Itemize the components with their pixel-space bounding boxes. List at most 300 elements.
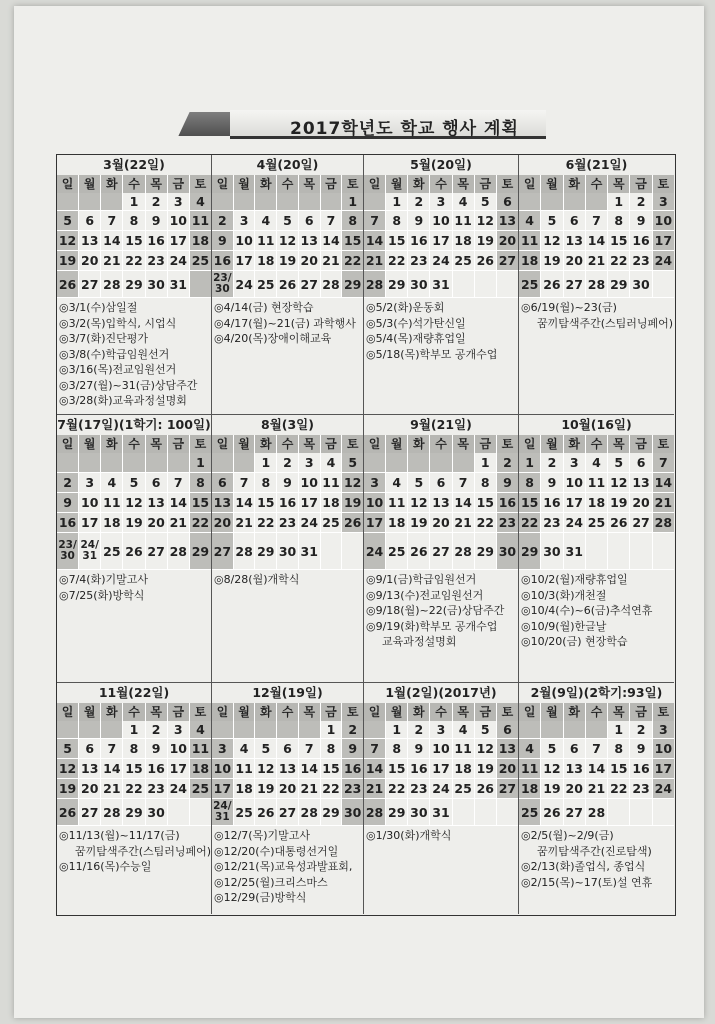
day-cell: 8 (608, 739, 630, 758)
event-item: ◎7/4(화)기말고사 (59, 573, 149, 586)
day-cell: 4 (321, 453, 343, 472)
day-cell: 15 (191, 495, 210, 510)
week-rows (212, 721, 363, 826)
day-cell: 22 (386, 251, 408, 270)
month-header: 11월(22일) (98, 685, 170, 700)
day-cell: 13 (146, 493, 168, 512)
event-item: 꿈끼탐색주간(스팀러닝페어) (537, 316, 674, 330)
day-cell: 9 (630, 739, 652, 758)
day-cell: 13 (498, 741, 517, 756)
weekday-label: 토 (653, 175, 674, 193)
day-cell: 14 (168, 493, 190, 512)
event-list (519, 570, 674, 650)
day-cell: 4 (190, 193, 211, 210)
day-cell: 23 (630, 251, 652, 270)
day-cell: 3 (299, 453, 321, 472)
event-item: ◎10/9(월)한글날 (521, 619, 607, 633)
weekday-label: 목 (299, 703, 321, 721)
day-cell: 26 (57, 271, 79, 297)
month-header: 3월(22일) (103, 157, 165, 172)
day-cell: 28 (364, 271, 386, 297)
empty-day-cell (146, 453, 168, 472)
day-cell: 11 (519, 231, 541, 250)
weekday-label: 월 (79, 435, 101, 453)
day-cell: 16 (541, 493, 563, 512)
day-cell: 9 (57, 493, 79, 512)
document-page (14, 6, 704, 1018)
empty-day-cell (101, 193, 123, 210)
day-cell: 17 (234, 251, 256, 270)
day-cell: 26 (608, 513, 630, 532)
day-cell: 15 (321, 759, 343, 778)
day-cell: 28 (234, 533, 256, 569)
empty-day-cell (168, 799, 190, 825)
day-cell: 2 (630, 193, 652, 210)
day-cell: 7 (586, 211, 608, 230)
event-item: ◎1/30(화)개학식 (366, 829, 452, 842)
day-cell: 5 (255, 739, 277, 758)
weekday-label: 목 (146, 435, 168, 453)
event-item: ◎8/28(월)개학식 (214, 573, 300, 586)
event-item: ◎12/21(목)교육성과발표회, (214, 860, 353, 873)
day-cell: 31 (430, 799, 452, 825)
event-item: ◎10/20(금) 현장학습 (521, 635, 628, 648)
day-cell: 5 (277, 211, 299, 230)
weekday-label: 토 (342, 703, 363, 721)
weekday-header-row (364, 435, 518, 453)
weekday-label: 목 (299, 175, 321, 193)
day-cell: 20 (299, 251, 321, 270)
day-cell: 9 (408, 211, 430, 230)
day-cell: 18 (101, 513, 123, 532)
weekday-header-row (364, 175, 518, 193)
day-cell: 28 (101, 271, 123, 297)
day-cell: 1 (608, 721, 630, 738)
week-rows (57, 721, 211, 826)
event-item: ◎12/20(수)대통령선거일 (214, 844, 339, 858)
day-cell: 26 (408, 533, 430, 569)
day-cell: 7 (364, 211, 386, 230)
day-cell: 27 (630, 513, 652, 532)
day-cell: 16 (408, 759, 430, 778)
weekday-label: 화 (564, 703, 586, 721)
day-cell: 24 (299, 513, 321, 532)
day-cell: 16 (630, 759, 652, 778)
weekday-label: 화 (408, 435, 430, 453)
day-cell: 4 (386, 473, 408, 492)
event-item: ◎3/2(목)입학식, 시업식 (59, 316, 177, 330)
day-cell: 14 (234, 493, 256, 512)
day-cell: 10 (430, 739, 452, 758)
empty-day-cell (190, 271, 211, 297)
empty-day-cell (101, 721, 123, 738)
day-cell: 10 (564, 473, 586, 492)
empty-day-cell (519, 721, 541, 738)
day-cell: 27 (299, 271, 321, 297)
week-row (519, 759, 674, 779)
week-row (364, 799, 518, 826)
day-cell: 23 (146, 251, 168, 270)
event-item: 꿈끼탐색주간(진로탐색) (537, 844, 652, 858)
day-cell: 16 (630, 231, 652, 250)
week-row (212, 251, 363, 271)
event-item: ◎7/25(화)방학식 (59, 588, 145, 602)
day-cell: 29 (123, 799, 145, 825)
day-cell: 22 (191, 515, 210, 530)
day-cell: 13 (430, 493, 452, 512)
day-cell: 24 (430, 251, 452, 270)
day-cell: 29 (123, 271, 145, 297)
day-cell: 10 (299, 473, 321, 492)
month-header: 5월(20일) (410, 157, 472, 172)
day-cell: 24 (654, 781, 673, 796)
day-cell: 30 (277, 533, 299, 569)
day-cell: 20 (277, 779, 299, 798)
day-cell: 28 (654, 515, 673, 530)
empty-day-cell (57, 453, 79, 472)
event-item: ◎2/5(월)~2/9(금) (521, 829, 614, 842)
day-cell: 22 (321, 779, 343, 798)
event-list (57, 570, 211, 603)
weekday-label: 일 (57, 175, 79, 193)
day-cell: 30 (146, 799, 168, 825)
empty-day-cell (57, 193, 79, 210)
day-cell: 30 (408, 271, 430, 297)
day-cell: 7 (299, 739, 321, 758)
event-item: ◎10/4(수)~6(금)추석연휴 (521, 604, 653, 617)
month-block (519, 155, 674, 415)
day-cell: 7 (101, 211, 123, 230)
weekday-label: 금 (321, 175, 343, 193)
week-row (519, 193, 674, 211)
day-cell: 6 (79, 211, 101, 230)
event-item: ◎3/27(월)~31(금)상담주간 (59, 378, 198, 392)
day-cell: 23 (408, 251, 430, 270)
day-cell: 19 (408, 513, 430, 532)
day-cell: 3 (653, 721, 674, 738)
day-cell: 1 (255, 453, 277, 472)
day-cell: 10 (79, 493, 101, 512)
weekday-header-row (57, 435, 211, 453)
month-header: 12월(19일) (252, 685, 323, 700)
week-row (212, 193, 363, 211)
day-cell: 25 (191, 781, 210, 796)
day-cell: 15 (386, 759, 408, 778)
week-row (364, 739, 518, 759)
event-list (519, 826, 674, 890)
day-cell: 10 (654, 741, 673, 756)
weekday-label: 금 (168, 175, 190, 193)
day-cell: 17 (654, 233, 673, 248)
day-cell: 26 (255, 799, 277, 825)
event-list (212, 570, 363, 588)
weekday-header-row (364, 703, 518, 721)
day-cell: 21 (453, 513, 475, 532)
weekday-label: 토 (342, 175, 363, 193)
day-cell: 2 (212, 211, 234, 230)
event-item: ◎9/18(월)~22(금)상담주간 (366, 604, 505, 617)
day-cell: 21 (101, 251, 123, 270)
day-cell: 12 (123, 493, 145, 512)
week-row (519, 453, 674, 473)
week-row (57, 799, 211, 826)
week-row (519, 493, 674, 513)
day-cell: 4 (101, 473, 123, 492)
weekday-header-row (519, 175, 674, 193)
day-cell: 8 (190, 473, 211, 492)
empty-day-cell (342, 533, 363, 569)
month-block (212, 155, 364, 415)
day-cell: 27 (79, 271, 101, 297)
day-cell: 22 (608, 251, 630, 270)
month-block (364, 415, 519, 683)
event-item: ◎11/13(월)~11/17(금) (59, 829, 180, 842)
empty-day-cell (630, 533, 652, 569)
week-row (519, 739, 674, 759)
day-cell: 15 (343, 233, 362, 248)
day-cell: 17 (299, 493, 321, 512)
week-row (57, 453, 211, 473)
day-cell: 8 (255, 473, 277, 492)
day-cell: 21 (168, 513, 190, 532)
weekday-label: 토 (497, 435, 518, 453)
day-cell: 25 (519, 271, 541, 297)
weekday-label: 화 (408, 703, 430, 721)
week-row (212, 513, 363, 533)
empty-day-cell (277, 721, 299, 738)
week-row (519, 533, 674, 570)
day-cell: 24/ 31 (212, 799, 234, 825)
day-cell: 23/ 30 (57, 533, 79, 569)
empty-day-cell (123, 453, 145, 472)
day-cell: 8 (123, 739, 145, 758)
empty-day-cell (212, 193, 234, 210)
day-cell: 24 (168, 251, 190, 270)
day-cell: 20 (564, 779, 586, 798)
day-cell: 17 (364, 513, 386, 532)
empty-day-cell (653, 799, 674, 825)
day-cell: 28 (586, 799, 608, 825)
day-cell: 25 (453, 779, 475, 798)
day-cell: 28 (168, 533, 190, 569)
day-cell: 20 (498, 233, 517, 248)
day-cell: 6 (430, 473, 452, 492)
week-row (364, 759, 518, 779)
day-cell: 30 (630, 271, 652, 297)
weekday-label: 수 (277, 175, 299, 193)
day-cell: 9 (630, 211, 652, 230)
week-row (364, 779, 518, 799)
empty-day-cell (321, 193, 343, 210)
day-cell: 5 (123, 473, 145, 492)
day-cell: 19 (541, 251, 563, 270)
event-item: ◎4/14(금) 현장학습 (214, 301, 314, 314)
day-cell: 22 (519, 513, 541, 532)
weekday-label: 금 (630, 435, 652, 453)
week-row (519, 473, 674, 493)
event-item: 꿈끼탐색주간(스팀러닝페어) (75, 844, 212, 858)
empty-day-cell (277, 193, 299, 210)
weekday-label: 수 (277, 703, 299, 721)
month-block (364, 155, 519, 415)
event-item: ◎3/8(수)학급임원선거 (59, 347, 170, 361)
week-row (212, 779, 363, 799)
weekday-label: 월 (386, 435, 408, 453)
weekday-label: 수 (586, 435, 608, 453)
day-cell: 13 (79, 759, 101, 778)
empty-day-cell (364, 193, 386, 210)
month-block (212, 415, 364, 683)
day-cell: 20 (79, 251, 101, 270)
weekday-label: 화 (564, 435, 586, 453)
week-row (212, 721, 363, 739)
day-cell: 4 (586, 453, 608, 472)
empty-day-cell (255, 721, 277, 738)
day-cell: 3 (430, 193, 452, 210)
weekday-header-row (212, 435, 363, 453)
week-row (519, 271, 674, 298)
day-cell: 29 (342, 271, 363, 297)
week-row (57, 739, 211, 759)
day-cell: 1 (475, 453, 497, 472)
day-cell: 19 (57, 251, 79, 270)
week-rows (364, 193, 518, 298)
day-cell: 3 (653, 193, 674, 210)
day-cell: 18 (321, 493, 343, 512)
day-cell: 1 (519, 453, 541, 472)
day-cell: 27 (498, 781, 517, 796)
event-list (57, 826, 211, 875)
month-block (57, 683, 212, 914)
day-cell: 12 (541, 759, 563, 778)
day-cell: 16 (57, 513, 79, 532)
event-item: ◎2/13(화)졸업식, 종업식 (521, 860, 646, 873)
month-header: 4월(20일) (256, 157, 319, 172)
day-cell: 24/ 31 (79, 533, 101, 569)
day-cell: 7 (364, 739, 386, 758)
day-cell: 8 (386, 211, 408, 230)
weekday-label: 일 (519, 175, 541, 193)
weekday-header-row (519, 435, 674, 453)
day-cell: 11 (191, 213, 210, 228)
day-cell: 23 (498, 515, 517, 530)
day-cell: 2 (342, 721, 363, 738)
weekday-label: 수 (123, 175, 145, 193)
day-cell: 5 (608, 453, 630, 472)
weekday-label: 토 (497, 175, 518, 193)
weekday-label: 일 (212, 703, 234, 721)
weekday-label: 목 (453, 435, 475, 453)
day-cell: 16 (212, 251, 234, 270)
weekday-label: 금 (321, 703, 343, 721)
month-header: 2월(9일)(2학기:93일) (530, 685, 663, 700)
title-banner (184, 108, 554, 138)
weekday-label: 수 (123, 703, 145, 721)
day-cell: 17 (168, 759, 190, 778)
day-cell: 21 (586, 251, 608, 270)
weekday-label: 수 (586, 175, 608, 193)
day-cell: 24 (564, 513, 586, 532)
day-cell: 27 (212, 533, 234, 569)
day-cell: 31 (299, 533, 321, 569)
day-cell: 12 (475, 739, 497, 758)
day-cell: 8 (123, 211, 145, 230)
day-cell: 27 (79, 799, 101, 825)
weekday-label: 화 (564, 175, 586, 193)
week-row (212, 231, 363, 251)
day-cell: 17 (654, 761, 673, 776)
day-cell: 13 (630, 473, 652, 492)
day-cell: 7 (321, 211, 343, 230)
day-cell: 10 (212, 759, 234, 778)
day-cell: 29 (255, 533, 277, 569)
week-row (212, 533, 363, 570)
week-row (57, 513, 211, 533)
week-rows (364, 453, 518, 570)
weekday-label: 수 (430, 435, 452, 453)
week-row (212, 453, 363, 473)
day-cell: 24 (234, 271, 256, 297)
empty-day-cell (79, 721, 101, 738)
empty-day-cell (386, 453, 408, 472)
day-cell: 4 (255, 211, 277, 230)
title-bar (230, 110, 546, 139)
day-cell: 6 (497, 193, 518, 210)
day-cell: 2 (57, 473, 79, 492)
day-cell: 25 (586, 513, 608, 532)
empty-day-cell (364, 721, 386, 738)
week-row (212, 759, 363, 779)
event-item: ◎4/20(목)장애이해교육 (214, 332, 332, 345)
day-cell: 1 (123, 193, 145, 210)
day-cell: 29 (321, 799, 343, 825)
day-cell: 13 (277, 759, 299, 778)
page-title: 2017학년도 학교 행사 계획 (290, 119, 519, 139)
day-cell: 1 (190, 453, 211, 472)
weekday-label: 일 (57, 435, 79, 453)
empty-day-cell (519, 193, 541, 210)
weekday-label: 월 (234, 175, 256, 193)
event-list (364, 826, 518, 844)
day-cell: 11 (586, 473, 608, 492)
week-row (212, 493, 363, 513)
weekday-label: 토 (497, 703, 518, 721)
day-cell: 6 (277, 739, 299, 758)
day-cell: 27 (430, 533, 452, 569)
day-cell: 19 (277, 251, 299, 270)
week-row (212, 739, 363, 759)
day-cell: 14 (299, 759, 321, 778)
empty-day-cell (475, 799, 497, 825)
weekday-header-row (519, 703, 674, 721)
day-cell: 22 (255, 513, 277, 532)
event-item: ◎3/7(화)진단평가 (59, 332, 149, 345)
empty-day-cell (630, 799, 652, 825)
week-row (212, 473, 363, 493)
weekday-label: 금 (475, 703, 497, 721)
month-header: 8월(3일) (261, 417, 314, 432)
empty-day-cell (79, 453, 101, 472)
event-item: ◎12/25(월)크리스마스 (214, 875, 328, 889)
weekday-label: 화 (101, 435, 123, 453)
day-cell: 17 (430, 759, 452, 778)
weekday-label: 일 (364, 175, 386, 193)
day-cell: 6 (497, 721, 518, 738)
day-cell: 26 (475, 251, 497, 270)
event-item: ◎2/15(목)~17(토)설 연휴 (521, 875, 653, 889)
day-cell: 24 (364, 533, 386, 569)
day-cell: 29 (386, 799, 408, 825)
